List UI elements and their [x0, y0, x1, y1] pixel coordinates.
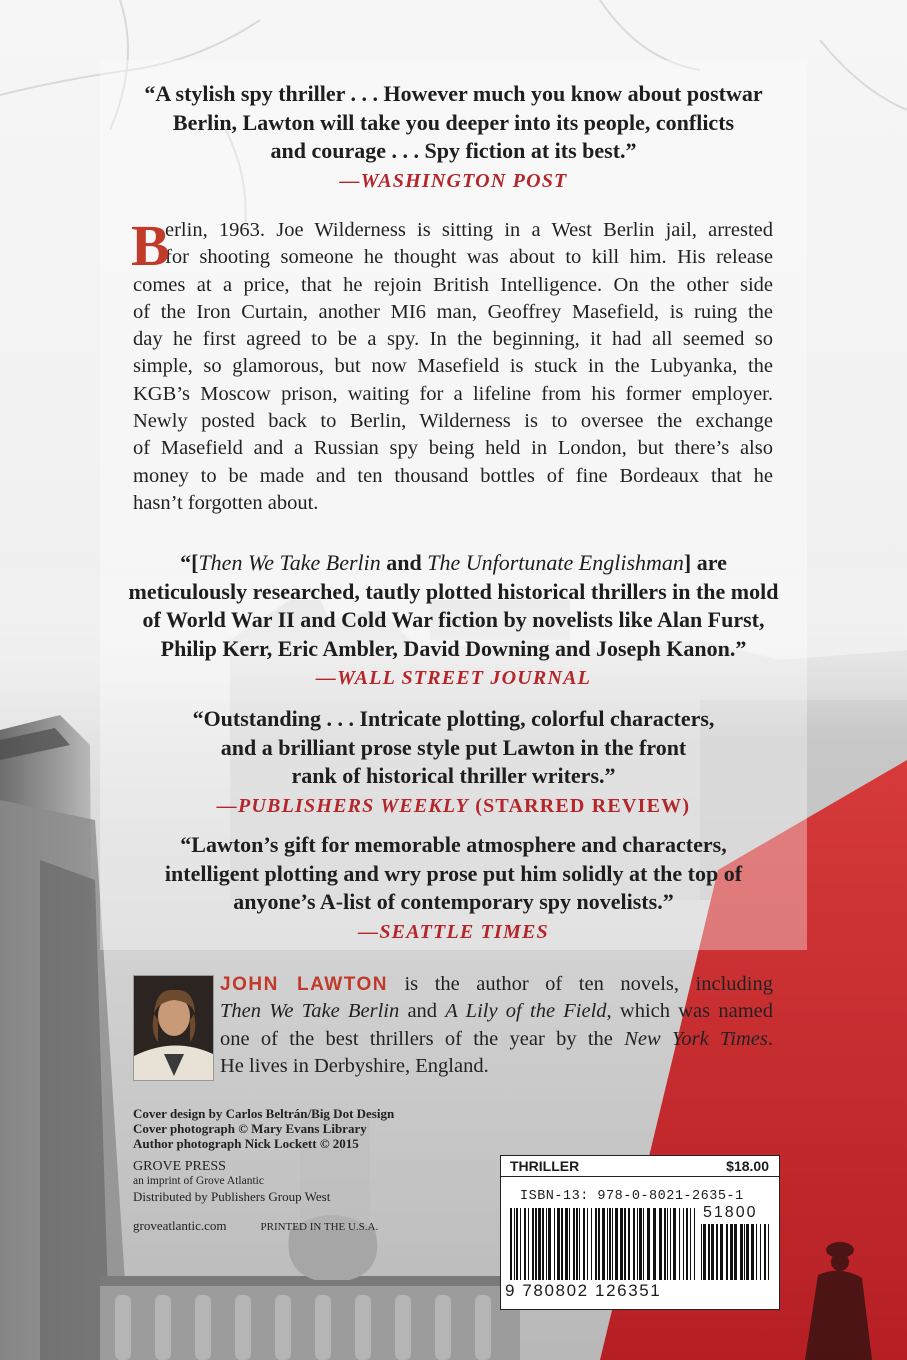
quote-line: “Lawton’s gift for memorable atmosphere and characters,	[180, 832, 727, 857]
barcode-bar	[686, 1208, 688, 1280]
barcode-bar	[664, 1208, 666, 1280]
synopsis-line: hasn’t forgotten about.	[133, 491, 319, 514]
barcode-bar	[609, 1208, 611, 1280]
price-barcode	[701, 1224, 771, 1280]
barcode-bar	[591, 1208, 592, 1280]
barcode-bar	[659, 1208, 662, 1280]
quote-source: —SEATTLE TIMES	[358, 920, 549, 943]
barcode-bar	[679, 1208, 680, 1280]
synopsis-line: erlin, 1963. Joe Wilderness is sitting in a West Berlin jail, arrested	[165, 219, 773, 241]
isbn-text: ISBN-13: 978-0-8021-2635-1	[520, 1189, 744, 1204]
barcode-bar	[744, 1224, 745, 1280]
barcode-bar	[595, 1208, 597, 1280]
barcode-bar	[524, 1208, 526, 1280]
bio-text: one of the best thrillers of the year by the	[220, 1027, 625, 1050]
quote-line: rank of historical thriller writers.”	[291, 763, 616, 788]
barcode-bar	[647, 1208, 650, 1280]
barcode-bar	[730, 1224, 733, 1280]
barcode-bar	[620, 1208, 623, 1280]
barcode-bar	[746, 1224, 749, 1280]
barcode-header	[501, 1156, 779, 1177]
barcode-bar	[542, 1208, 544, 1280]
bio-line	[220, 998, 773, 1025]
barcode-bar	[653, 1208, 656, 1280]
barcode-bar	[573, 1208, 575, 1280]
book-title: Then We Take Berlin	[198, 550, 381, 575]
synopsis-line: for shooting someone he thought was about to kill him. His release	[165, 246, 773, 269]
barcode-bar	[535, 1208, 537, 1280]
quote-washington-post	[60, 80, 847, 195]
barcode-bar	[726, 1224, 728, 1280]
drop-cap: B	[131, 213, 170, 278]
barcode-bar	[516, 1208, 518, 1280]
barcode-bar	[734, 1224, 737, 1280]
isbn-barcode	[510, 1208, 695, 1280]
quote-wall-street-journal	[60, 549, 847, 693]
barcode-bar	[561, 1208, 563, 1280]
barcode-bar	[583, 1208, 585, 1280]
barcode-bar	[602, 1208, 605, 1280]
quote-source-name: —PUBLISHERS WEEKLY	[216, 794, 470, 817]
barcode-bar	[703, 1224, 706, 1280]
bio-text: and	[399, 1000, 446, 1023]
barcode-bar	[708, 1224, 710, 1280]
book-title: Then We Take Berlin	[220, 1000, 400, 1023]
distributor: Distributed by Publishers Group West	[133, 1189, 331, 1204]
barcode-bar	[615, 1208, 618, 1280]
quote-source-suffix: (STARRED REVIEW)	[469, 794, 691, 817]
barcode-box	[500, 1155, 780, 1310]
bio-text: , which was named	[606, 1000, 774, 1023]
barcode-bar	[612, 1208, 613, 1280]
barcode-bar	[756, 1224, 757, 1280]
barcode-bar	[628, 1208, 630, 1280]
book-title: A Lily of the Field	[445, 1000, 607, 1023]
barcode-bar	[532, 1208, 534, 1280]
cover-design-credit: Cover design by Carlos Beltrán/Big Dot Design	[133, 1106, 395, 1121]
barcode-bar	[565, 1208, 568, 1280]
publisher-name: GROVE PRESS	[133, 1159, 226, 1174]
barcode-bar	[637, 1208, 638, 1280]
barcode-bar	[548, 1208, 551, 1280]
synopsis-line: of Masefield and a Russian spy being held in London, but there’s also	[133, 437, 773, 460]
quote-line: and a brilliant prose style put Lawton in the front	[220, 734, 687, 760]
quote-line: anyone’s A-list of contemporary spy novelists.”	[233, 889, 674, 914]
barcode-bar	[760, 1224, 761, 1280]
synopsis-line: Newly posted back to Berlin, Wilderness is to oversee the exchange	[133, 410, 773, 433]
quote-line: Philip Kerr, Eric Ambler, David Downing and Joseph Kanon.”	[160, 635, 747, 661]
website-line	[133, 1218, 453, 1235]
barcode-bar	[633, 1208, 635, 1280]
quote-line: of World War II and Cold War fiction by novelists like Alan Furst,	[142, 607, 765, 632]
synopsis-line: KGB’s Moscow prison, waiting for a lifeline from his former employer.	[133, 382, 773, 405]
barcode-bar	[514, 1208, 515, 1280]
bio-line	[220, 1026, 773, 1053]
genre-label: THRILLER	[510, 1158, 580, 1174]
quote-publishers-weekly	[60, 705, 847, 820]
barcode-bar	[670, 1208, 671, 1280]
author-photo	[133, 975, 214, 1081]
author-photo-credit: Author photograph Nick Lockett © 2015	[133, 1136, 359, 1151]
quote-seattle-times	[60, 831, 847, 946]
book-title: The Unfortunate Englishman	[427, 550, 684, 575]
barcode-bar	[673, 1208, 676, 1280]
bio-line	[220, 971, 773, 998]
synopsis-line: of the Iron Curtain, another MI6 man, Geoffrey Masefield, is ruing the	[133, 300, 773, 323]
website: groveatlantic.com	[133, 1218, 227, 1233]
barcode-bar	[751, 1224, 754, 1280]
barcode-bar	[607, 1208, 608, 1280]
barcode-bar	[711, 1224, 714, 1280]
barcode-bar	[764, 1224, 766, 1280]
bio-text: .	[767, 1027, 773, 1050]
publication-title: New York Times	[624, 1027, 768, 1050]
price-code: 51800	[703, 1204, 758, 1221]
barcode-digits: 9 780802 126351	[505, 1281, 662, 1300]
barcode-bar	[557, 1208, 560, 1280]
bio-line: He lives in Derbyshire, England.	[220, 1054, 489, 1077]
quote-line: “A stylish spy thriller . . . However much you know about postwar	[144, 81, 763, 106]
barcode-bar	[768, 1224, 769, 1280]
quote-source: —WALL STREET JOURNAL	[315, 667, 592, 689]
synopsis-line: comes at a price, that he rejoin British Intelligence. On the other side	[133, 273, 773, 296]
printed-in: PRINTED IN THE U.S.A.	[260, 1221, 379, 1233]
barcode-bar	[520, 1208, 521, 1280]
cover-photo-credit: Cover photograph © Mary Evans Library	[133, 1121, 367, 1136]
barcode-bar	[690, 1208, 691, 1280]
quote-source	[60, 792, 847, 821]
quote-text: ] are	[683, 550, 727, 575]
barcode-bar	[639, 1208, 642, 1280]
barcode-bar	[587, 1208, 588, 1280]
barcode-bar	[510, 1208, 512, 1280]
barcode-bar	[720, 1224, 723, 1280]
barcode-bar	[694, 1208, 695, 1280]
barcode-bar	[554, 1208, 555, 1280]
publisher-imprint: an imprint of Grove Atlantic	[133, 1175, 264, 1187]
synopsis-line: simple, so glamorous, but now Masefield is stuck in the Lubyanka, the	[133, 355, 773, 378]
synopsis	[131, 213, 773, 517]
quote-line: Berlin, Lawton will take you deeper into its people, conflicts	[172, 109, 735, 135]
barcode-bar	[569, 1208, 570, 1280]
barcode-bar	[624, 1208, 626, 1280]
quote-source: —WASHINGTON POST	[339, 169, 568, 192]
barcode-bar	[701, 1224, 702, 1280]
credits	[133, 1106, 453, 1235]
barcode-bar	[643, 1208, 644, 1280]
author-name: JOHN LAWTON	[220, 974, 388, 995]
synopsis-line: money to be made and ten thousand bottles of fine Bordeaux that he	[133, 464, 773, 487]
quote-line: meticulously researched, tautly plotted historical thrillers in the mold	[128, 578, 779, 604]
quote-line: and courage . . . Spy fiction at its best.”	[270, 138, 637, 163]
barcode-bar	[546, 1208, 547, 1280]
barcode-bar	[598, 1208, 600, 1280]
barcode-bar	[576, 1208, 578, 1280]
quote-line: intelligent plotting and wry prose put him solidly at the top of	[164, 860, 743, 886]
barcode-bar	[579, 1208, 580, 1280]
author-bio	[220, 971, 773, 1080]
barcode-bar	[740, 1224, 743, 1280]
quote-line	[60, 549, 847, 578]
synopsis-line: day he first agreed to be a spy. In the beginning, it had all seemed so	[133, 328, 773, 351]
quote-text: “[	[180, 550, 199, 575]
barcode-bar	[528, 1208, 529, 1280]
barcode-bar	[683, 1208, 684, 1280]
barcode-bar	[538, 1208, 541, 1280]
barcode-bar	[716, 1224, 718, 1280]
quote-line: “Outstanding . . . Intricate plotting, colorful characters,	[192, 706, 715, 731]
bio-text: is the author of ten novels, including	[387, 973, 773, 995]
price-label: $18.00	[726, 1158, 769, 1174]
quote-text: and	[380, 550, 428, 575]
barcode-bar	[667, 1208, 668, 1280]
